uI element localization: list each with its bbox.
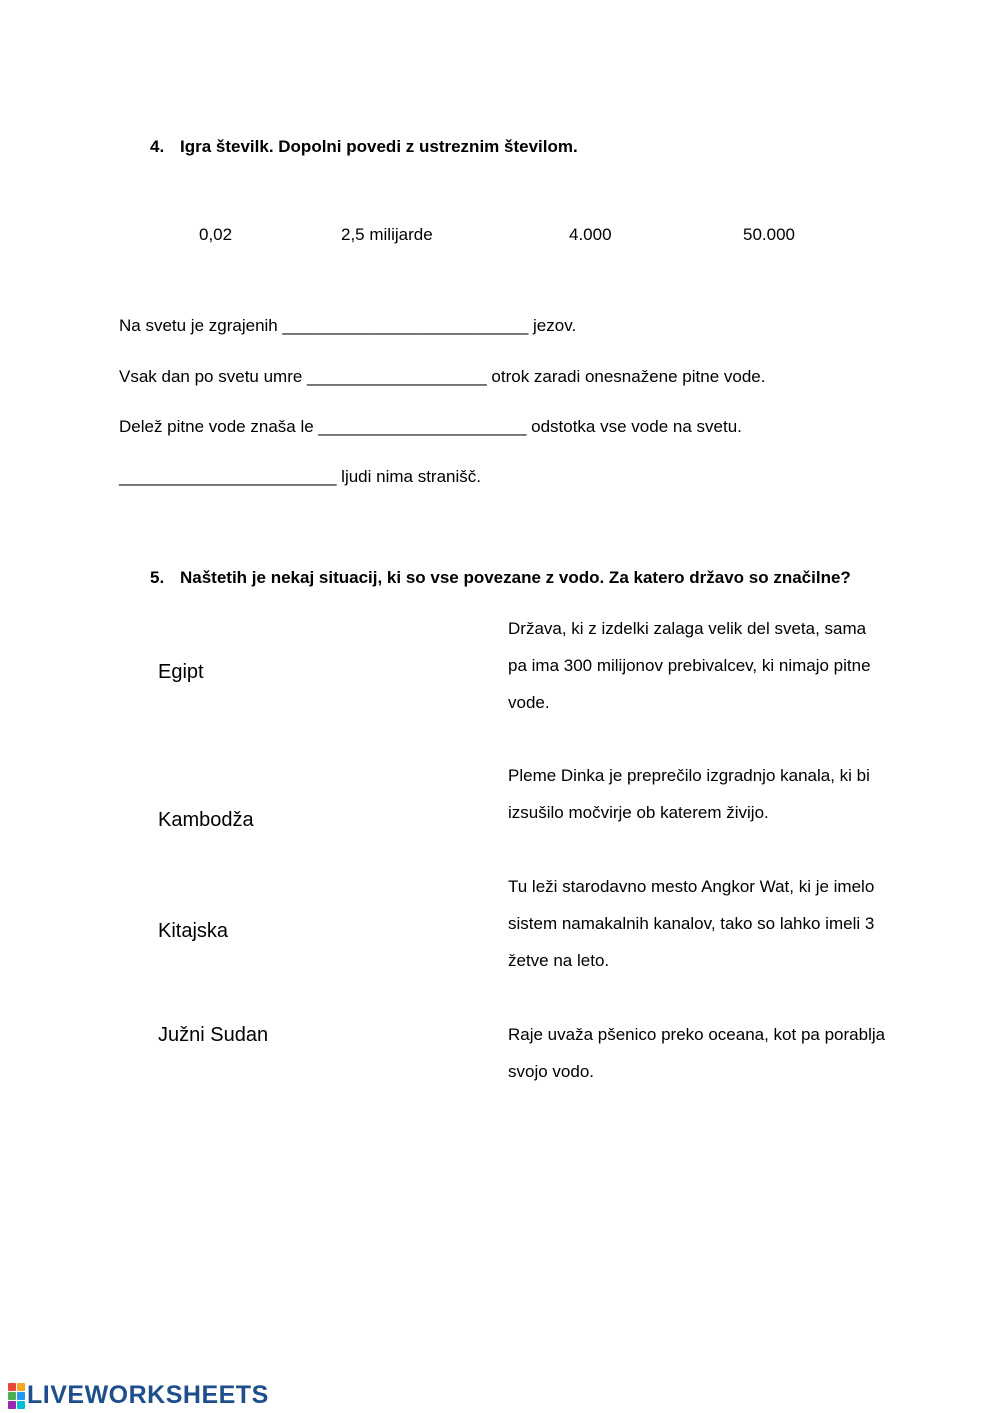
liveworksheets-logo-icon [8,1383,25,1409]
description-4: Raje uvaža pšenico preko oceana, kot pa porablja svojo vodo. [508,1025,886,1081]
fill-sentence-3: Delež pitne vode znaša le ______________________ odstotka vse vode na svetu. [119,417,742,436]
country-egipt: Egipt [158,661,204,683]
question-5-text: Naštetih je nekaj situacij, ki so vse povezane z vodo. Za katero državo so značilne? [180,568,851,587]
description-2: Pleme Dinka je preprečilo izgradnjo kanala, ki bi izsušilo močvirje ob katerem živijo. [508,766,870,822]
logo-text: LIVEWORKSHEETS [27,1381,269,1409]
fill-sentence-4: _______________________ ljudi nima stranišč. [119,467,482,486]
number-option-4: 50.000 [743,225,795,244]
question-4-title [150,137,578,157]
country-juzni-sudan: Južni Sudan [158,1024,269,1046]
description-3: Tu leži starodavno mesto Angkor Wat, ki je imelo sistem namakalnih kanalov, tako so lahko imeli 3 žetve na leto. [508,877,875,970]
question-5-title [150,568,851,588]
liveworksheets-logo [8,1381,269,1410]
number-option-1: 0,02 [199,225,233,244]
question-4-text: Igra številk. Dopolni povedi z ustreznim številom. [180,137,578,156]
number-option-3: 4.000 [569,225,612,244]
question-4-number: 4. [150,137,165,156]
question-5-number: 5. [150,568,165,587]
fill-sentence-2: Vsak dan po svetu umre ___________________ otrok zaradi onesnažene pitne vode. [119,367,766,386]
country-kitajska: Kitajska [158,920,229,942]
number-option-2: 2,5 milijarde [341,225,433,244]
country-kambodza: Kambodža [158,809,254,831]
fill-sentence-1: Na svetu je zgrajenih __________________________ jezov. [119,316,577,335]
description-1: Država, ki z izdelki zalaga velik del sveta, sama pa ima 300 milijonov prebivalcev, ki nimajo pitne vode. [508,619,871,712]
